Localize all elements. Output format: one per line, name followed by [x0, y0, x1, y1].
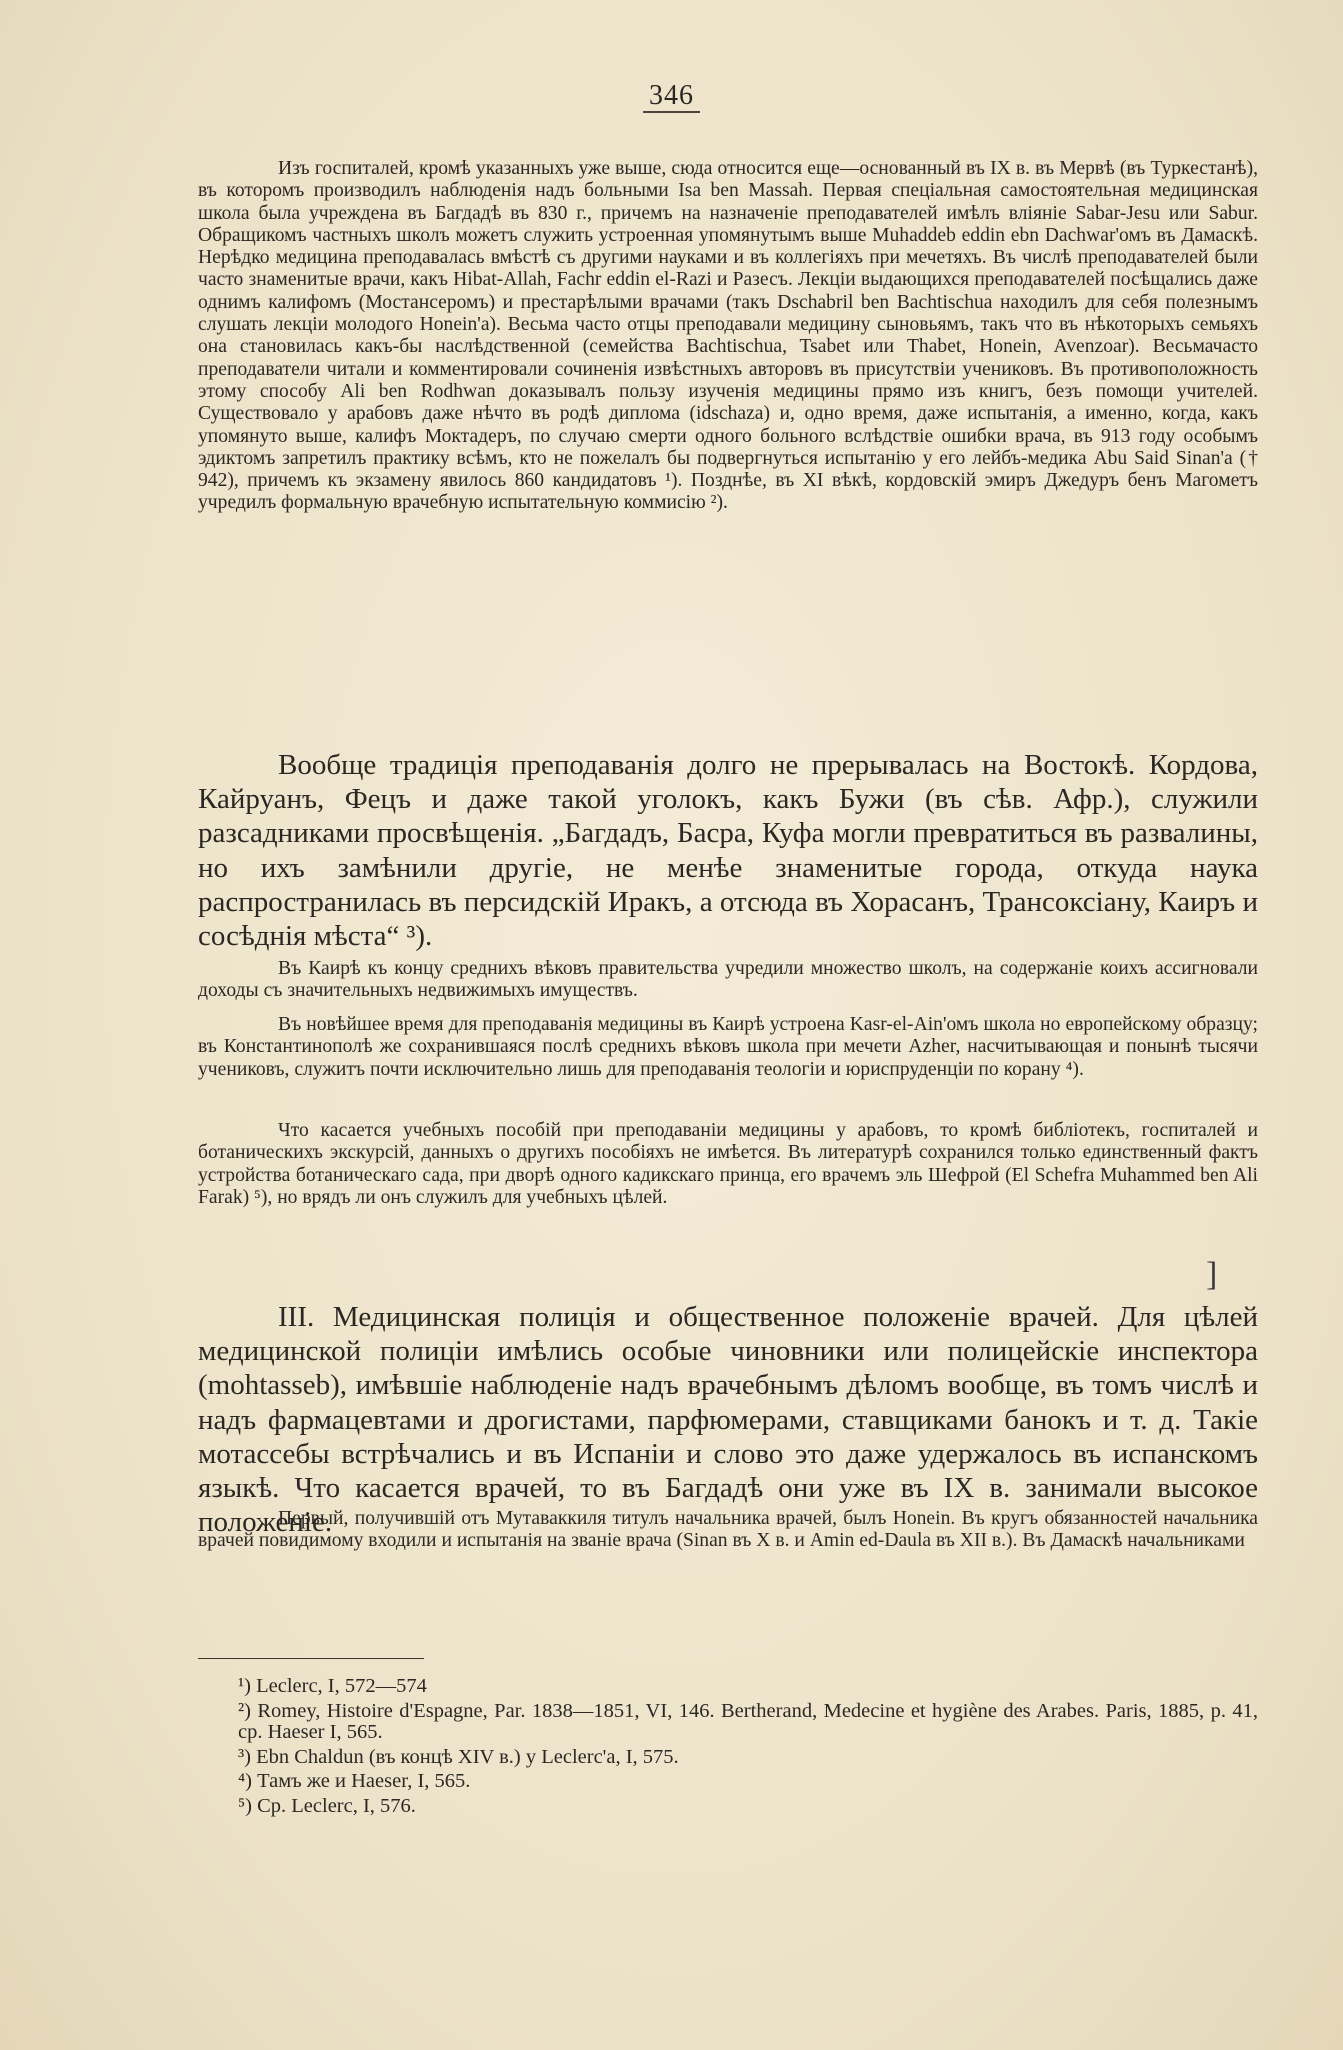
section-heading-text: III. Медицинская полиція и общественное положеніе врачей. Для цѣлей медицинской полиціи имѣлись особые чиновники или полицейскіе инспектора (mohtasseb), имѣвшіе наблюденіе надъ врачебнымъ дѣломъ вообще, въ томъ числѣ и надъ фармацевтами и дрогистами, парфюмерами, ставщиками банокъ и т. д. Такіе мотассебы встрѣчались и въ Испаніи и слово это даже удержалось въ испанскомъ языкѣ. Что касается врачей, то въ Багдадѣ они уже въ IX в. занимали высокое положеніе. — [198, 1301, 1258, 1539]
section-iii — [198, 1300, 1258, 1539]
footnote: ²) Romey, Histoire d'Espagne, Par. 1838—1851, VI, 146. Bertherand, Medecine et hygiène des Arabes. Paris, 1885, p. 41, ср. Haeser I, 565. — [238, 1699, 1258, 1743]
paragraph-aids — [198, 1120, 1258, 1209]
footnote: ¹) Leclerc, I, 572—574 — [238, 1675, 427, 1697]
body-text: Изъ госпиталей, кромѣ указанныхъ уже выше, сюда относится еще—основанный въ IX в. въ Мервѣ (въ Туркестанѣ), въ которомъ производилъ наблюденія надъ больными Isa ben Massah. Первая спеціальная самостоятельная медицинская школа была учреждена въ Багдадѣ въ 830 г., причемъ на назначеніе преподавателей имѣлъ вліяніе Sabar-Jesu или Sabur. Обращикомъ частныхъ школъ можетъ служить устроенная упомянутымъ выше Muhaddeb eddin ebn Dachwar'омъ въ Дамаскѣ. Нерѣдко медицина преподавалась вмѣстѣ съ другими науками и въ коллегіяхъ при мечетяхъ. Въ числѣ преподавателей были часто знаменитые врачи, какъ Hibat-Allah, Fachr eddin el-Razi и Разесъ. Лекціи выдающихся преподавателей посѣщались даже однимъ калифомъ (Мостансеромъ) и престарѣлыми врачами (такъ Dschabril ben Bachtischua находилъ для себя полезнымъ слушать лекціи молодого Honein'a). Весьма часто отцы преподавали медицину сыновьямъ, такъ что въ нѣкоторыхъ семьяхъ она становилась какъ-бы наслѣдственной (семейства Bachtischua, Tsabet или Thabet, Honein, Avenzoar). Весьмачасто преподаватели читали и комментировали сочиненія извѣстныхъ авторовъ въ присутствіи учениковъ. Въ противоположность этому способу Ali ben Rodhwan доказывалъ пользу изученія медицины прямо изъ книгъ, безъ помощи учителей. Существовало у арабовъ даже нѣчто въ родѣ диплома (idschaza) и, одно время, даже испытанія, а именно, когда, какъ упомянуто выше, калифъ Моктадеръ, по случаю смерти одного больного вслѣдствіе ошибки врача, въ 913 году особымъ эдиктомъ запретилъ практику всѣмъ, кто не пожелалъ бы подвергнуться испытанію у его лейбъ-медика Abu Said Sinan'a († 942), причемъ къ экзамену явилось 860 кандидатовъ ¹). Позднѣе, въ XI вѣкѣ, кордовскій эмиръ Джедуръ бенъ Магометъ учредилъ формальную врачебную испытательную коммисію ²). — [198, 158, 1258, 514]
paragraph-tradition — [198, 748, 1258, 953]
body-text: Первый, получившій отъ Мутаваккиля титулъ начальника врачей, былъ Honein. Въ кругъ обязанностей начальника врачей повидимому входили и испытанія на званіе врача (Sinan въ X в. и Amin ed-Daula въ XII в.). Въ Дамаскѣ начальниками — [198, 1508, 1258, 1552]
body-text: Что касается учебныхъ пособій при преподаваніи медицины у арабовъ, то кромѣ библіотекъ, госпиталей и ботаническихъ экскурсій, данныхъ о другихъ пособіяхъ не имѣется. Въ литературѣ сохранился только единственный фактъ устройства ботаническаго сада, при дворѣ одного кадикскаго принца, его врачемъ эль Шефрой (El Schefra Muhammed ben Ali Farak) ⁵), но врядъ ли онъ служилъ для учебныхъ цѣлей. — [198, 1120, 1258, 1208]
paragraph-honein — [198, 1508, 1258, 1553]
paragraph-cairo — [198, 958, 1258, 1003]
footnote: ⁴) Тамъ же и Haeser, I, 565. — [238, 1770, 471, 1792]
paragraph-modern — [198, 1014, 1258, 1081]
body-text: Вообще традиція преподаванія долго не прерывалась на Востокѣ. Кордова, Кайруанъ, Фецъ и даже такой уголокъ, какъ Бужи (въ сѣв. Афр.), служили разсадниками просвѣщенія. „Багдадъ, Басра, Куфа могли превратиться въ развалины, но ихъ замѣнили другіе, не менѣе знаменитые города, откуда наука распространилась въ персидскій Иракъ, а отсюда въ Хорасанъ, Трансоксіану, Каиръ и сосѣднія мѣста“ ³). — [198, 749, 1258, 953]
footnote: ³) Ebn Chaldun (въ концѣ XIV в.) у Leclerc'a, I, 575. — [238, 1745, 679, 1768]
paragraph-hospitals-schools — [198, 158, 1258, 515]
body-text: Въ новѣйшее время для преподаванія медицины въ Каирѣ устроена Kasr-el-Ain'омъ школа но европейскому образцу; въ Константинополѣ же сохранившаяся послѣ среднихъ вѣковъ школа при мечети Azher, насчитывающая и понынѣ тысячи учениковъ, служитъ почти исключительно лишь для преподаванія теологіи и юриспруденціи по корану ⁴). — [198, 1014, 1258, 1080]
page-number: 346 — [0, 80, 1343, 112]
pencil-bracket-mark: ] — [1206, 1256, 1218, 1293]
footnotes — [198, 1676, 1258, 1817]
footnote-rule — [198, 1658, 424, 1659]
body-text: Въ Каирѣ къ концу среднихъ вѣковъ правительства учредили множество школъ, на содержаніе коихъ ассигновали доходы съ значительныхъ недвижимыхъ имуществъ. — [198, 958, 1258, 1002]
footnote: ⁵) Ср. Leclerc, I, 576. — [238, 1794, 416, 1817]
